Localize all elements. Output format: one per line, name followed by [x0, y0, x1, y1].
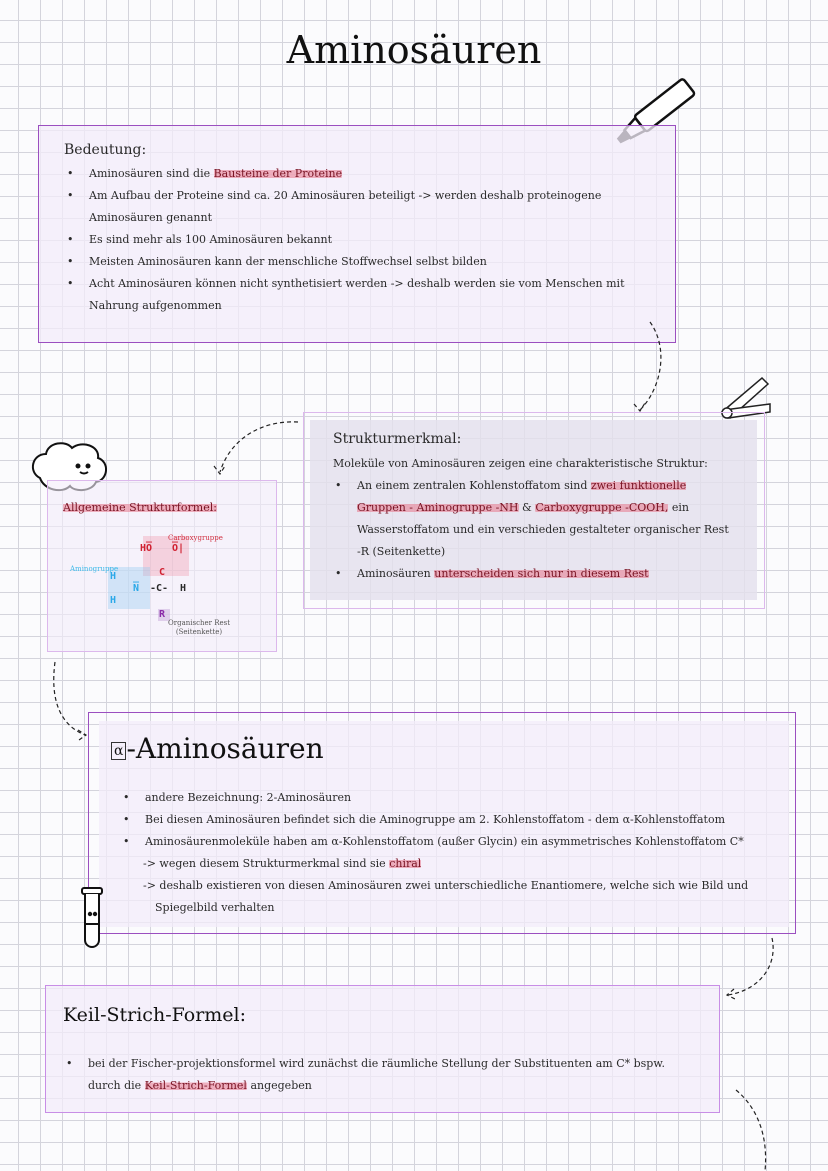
strukturmerkmal-heading: Strukturmerkmal: — [333, 431, 462, 447]
amino-label: Aminogruppe — [70, 565, 119, 573]
list-item: • Es sind mehr als 100 Aminosäuren bekannt — [65, 229, 655, 251]
strukturformel-box: Allgemeine Strukturformel: Carboxygruppe Aminogruppe Organischer Rest (Seitenkette) HO̅ O̅| C H N̅ H -C- H R — [47, 480, 277, 652]
alpha-symbol: α — [111, 742, 126, 760]
carboxy-label: Carboxygruppe — [168, 534, 223, 542]
alpha-sub1: -> wegen diesem Strukturmerkmal sind sie chiral — [143, 857, 422, 870]
strukturformel-heading: Allgemeine Strukturformel: — [63, 501, 217, 514]
strukturmerkmal-box — [303, 412, 765, 609]
keil-heading: Keil-Strich-Formel: — [63, 1004, 247, 1026]
keil-box — [45, 985, 720, 1113]
list-item: • Aminosäuren sind die Bausteine der Proteine — [65, 163, 655, 185]
alpha-heading: -Aminosäuren — [126, 732, 324, 765]
bedeutung-heading: Bedeutung: — [64, 142, 147, 158]
list-item: • An einem zentralen Kohlenstoffatom sind zwei funktionelle Gruppen - Aminogruppe -NH & Carboxygruppe -COOH, ein Wasserstoffatom und ein verschieden gestalteter organischer Rest -R (Seitenkette) — [333, 475, 733, 563]
list-item: • bei der Fischer-projektionsformel wird zunächst die räumliche Stellung der Substituenten am C* bspw. durch die Keil-Strich-Formel angegeben — [64, 1053, 694, 1097]
rest-label: Organischer Rest (Seitenkette) — [168, 619, 231, 636]
page-title: Aminosäuren — [286, 28, 542, 72]
alpha-sub2: -> deshalb existieren von diesen Aminosäuren zwei unterschiedliche Enantiomere, welche sich wie Bild und Spiegelbild verhalten — [143, 879, 749, 914]
test-tube-icon — [76, 884, 110, 952]
list-item: • Meisten Aminosäuren kann der menschliche Stoffwechsel selbst bilden — [65, 251, 655, 273]
list-item: • andere Bezeichnung: 2-Aminosäuren — [121, 787, 791, 809]
list-item: • Aminosäurenmoleküle haben am α-Kohlenstoffatom (außer Glycin) ein asymmetrisches Kohlenstoffatom C* — [121, 831, 791, 853]
strukturmerkmal-intro: Moleküle von Aminosäuren zeigen eine charakteristische Struktur: — [333, 457, 708, 470]
list-item: • Bei diesen Aminosäuren befindet sich die Aminogruppe am 2. Kohlenstoffatom - dem α-Kohlenstoffatom — [121, 809, 791, 831]
list-item: • Am Aufbau der Proteine sind ca. 20 Aminosäuren beteiligt -> werden deshalb proteinogene Aminosäuren genannt — [65, 185, 655, 229]
list-item: • Acht Aminosäuren können nicht synthetisiert werden -> deshalb werden sie vom Menschen mit Nahrung aufgenommen — [65, 273, 655, 317]
alpha-box — [88, 712, 796, 934]
list-item: • Aminosäuren unterscheiden sich nur in diesem Rest — [333, 563, 733, 585]
